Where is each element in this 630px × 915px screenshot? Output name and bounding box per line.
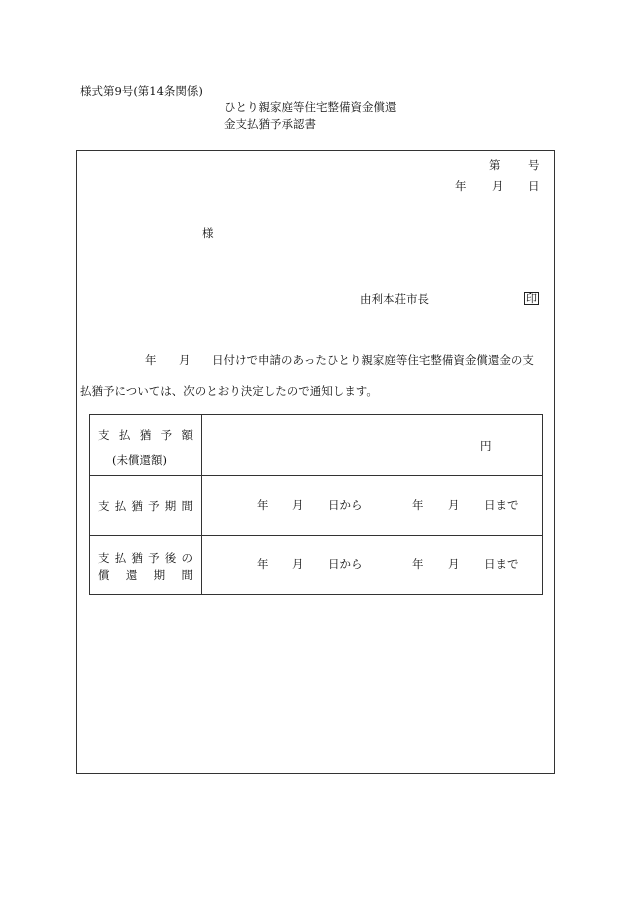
repay-to-year: 年 bbox=[412, 557, 424, 571]
period-from-month: 月 bbox=[292, 498, 304, 512]
table-row-period bbox=[90, 476, 543, 536]
addressee-sama: 様 bbox=[202, 226, 214, 240]
period-from-day: 日から bbox=[328, 498, 363, 512]
period-to-year: 年 bbox=[412, 498, 424, 512]
label-period-text: 支 払 猶 予 期 間 bbox=[98, 498, 193, 513]
seal-mark: 印 bbox=[526, 292, 537, 305]
value-amount bbox=[202, 415, 543, 476]
title-line-1: ひとり親家庭等住宅整備資金償還 bbox=[224, 100, 397, 114]
date-year: 年 bbox=[455, 179, 467, 193]
repay-from-day: 日から bbox=[328, 557, 363, 571]
value-period bbox=[202, 476, 543, 536]
date-month: 月 bbox=[492, 179, 504, 193]
decision-table bbox=[89, 414, 543, 595]
period-from-year: 年 bbox=[257, 498, 269, 512]
value-repay bbox=[202, 536, 543, 595]
doc-number-dai: 第 bbox=[489, 158, 501, 172]
yen-unit: 円 bbox=[480, 439, 492, 453]
label-repay bbox=[90, 536, 202, 595]
label-amount bbox=[90, 415, 202, 476]
label-amount-main: 支 払 猶 予 額 bbox=[98, 428, 193, 442]
repay-from-month: 月 bbox=[292, 557, 304, 571]
date-day: 日 bbox=[528, 179, 540, 193]
label-amount-sub: (未償還額) bbox=[112, 453, 167, 467]
table-row-amount bbox=[90, 415, 543, 476]
doc-number-gou: 号 bbox=[528, 158, 540, 172]
label-repay-line-2: 償 還 期 間 bbox=[98, 568, 193, 582]
period-to-month: 月 bbox=[448, 498, 460, 512]
title-line-2: 金支払猶予承認書 bbox=[224, 117, 316, 131]
repay-to-day: 日まで bbox=[484, 557, 519, 571]
label-period bbox=[90, 476, 202, 536]
form-number: 様式第9号(第14条関係) bbox=[80, 84, 203, 98]
period-to-day: 日まで bbox=[484, 498, 519, 512]
issuer-name: 由利本荘市長 bbox=[360, 292, 429, 306]
body-line-1: 日付けで申請のあったひとり親家庭等住宅整備資金償還金の支 bbox=[212, 353, 534, 367]
repay-to-month: 月 bbox=[448, 557, 460, 571]
repay-from-year: 年 bbox=[257, 557, 269, 571]
body-line-2: 払猶予については、次のとおり決定したので通知します。 bbox=[80, 384, 378, 398]
label-repay-line-1: 支 払 猶 予 後 の bbox=[98, 551, 193, 565]
table-row-repay bbox=[90, 536, 543, 595]
body-year: 年 bbox=[145, 353, 157, 367]
body-month: 月 bbox=[179, 353, 191, 367]
